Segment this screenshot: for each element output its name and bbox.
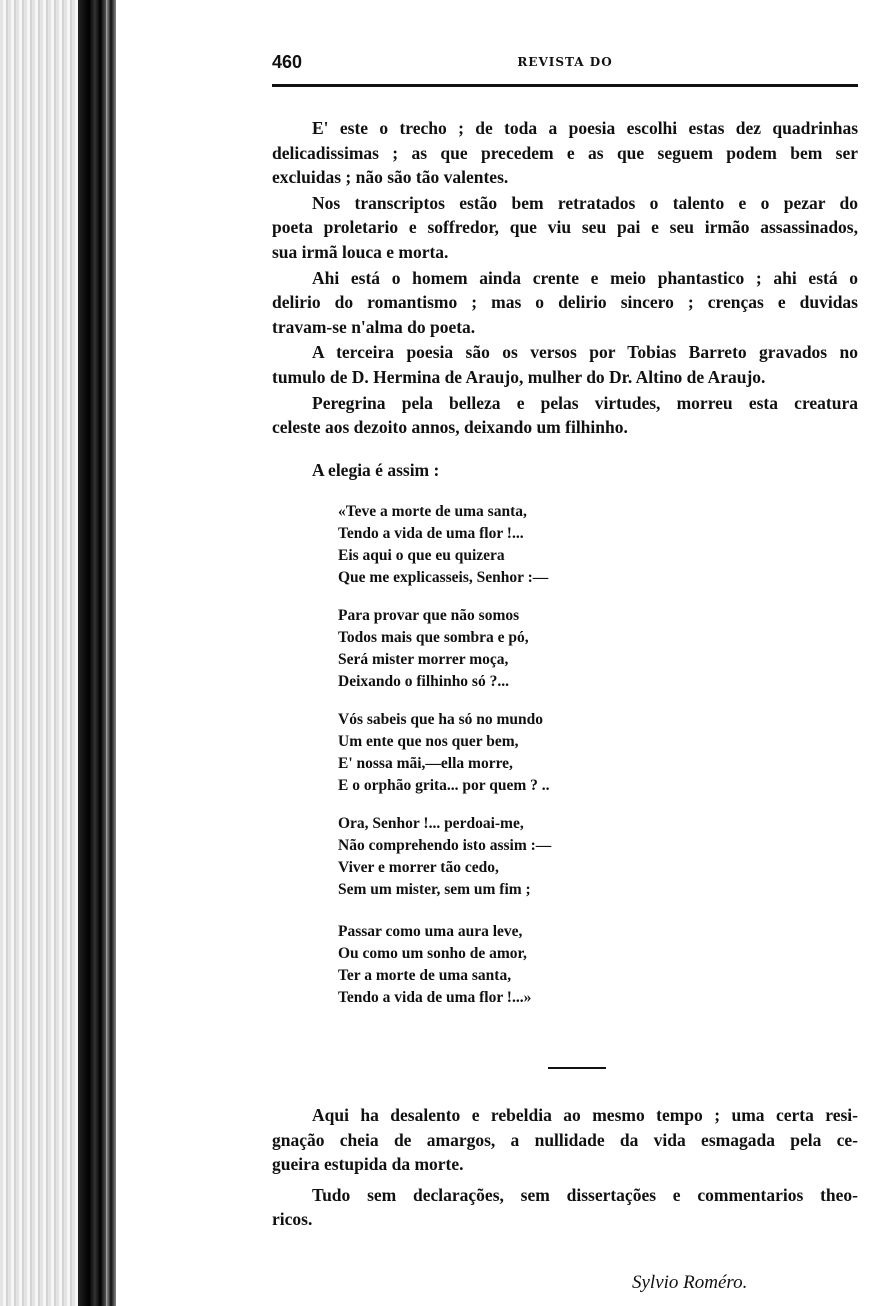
text-line: A terceira poesia são os versos por Tobias Barreto gravados no [312,342,858,363]
paragraph [272,391,858,440]
paragraph [272,116,858,190]
text-line: Ahi está o homem ainda crente e meio phantastico ; ahi está o [312,267,858,288]
poem-line: «Teve a morte de uma santa, [338,503,527,520]
poem-line: Tendo a vida de uma flor !...» [338,989,532,1006]
paragraph [272,1103,858,1177]
page-number: 460 [272,52,303,72]
poem-stanza [338,709,551,797]
poem-line: Não comprehendo isto assim :— [338,837,552,854]
section-divider [548,1067,606,1069]
poem-line: Para provar que não somos [338,607,520,624]
text-line: excluidas ; não são tão valentes. [272,167,509,188]
text-line: ricos. [272,1209,313,1230]
paragraph [272,1183,858,1232]
text-line: E' este o trecho ; de toda a poesia escolhi estas dez quadrinhas [312,118,858,138]
text-line: travam-se n'alma do poeta. [272,316,476,337]
text-line: sua irmã louca e morta. [272,241,449,262]
body-text-bottom [272,1103,858,1232]
elegy-intro-wrap [272,458,858,483]
poem-line: Eis aqui o que eu quizera [338,547,505,564]
poem-line: Ter a morte de uma santa, [338,967,512,984]
text-line: gnação cheia de amargos, a nullidade da vida esmagada pela ce- [272,1129,858,1150]
body-text-top [272,116,858,440]
header-rule [272,84,858,87]
elegy-intro: A elegia é assim : [312,460,440,480]
page-header [272,52,858,76]
book-binding-shadow [106,0,116,1306]
paragraph [272,340,858,389]
book-binding-edge [78,0,106,1306]
poem-line: Ora, Senhor !... perdoai-me, [338,815,524,832]
poem-line: Deixando o filhinho só ?... [338,673,509,690]
poem-line: E o orphão grita... por quem ? .. [338,777,550,794]
poem-line: Será mister morrer moça, [338,651,509,668]
poem-line: Viver e morrer tão cedo, [338,859,499,876]
poem-line: Sem um mister, sem um fim ; [338,881,531,898]
poem-line: Tendo a vida de uma flor !... [338,525,524,542]
poem-stanza [338,921,551,1009]
poem [338,501,551,1009]
poem-line: Que me explicasseis, Senhor :— [338,569,549,586]
poem-line: Todos mais que sombra e pó, [338,629,529,646]
text-line: delirio do romantismo ; mas o delirio sincero ; crenças e duvidas [272,292,858,313]
text-line: Tudo sem declarações, sem dissertações e commentarios theo- [312,1184,858,1205]
text-line: Nos transcriptos estão bem retratados o talento e o pezar do [312,192,858,213]
text-line: celeste aos dezoito annos, deixando um filhinho. [272,417,628,438]
poem-line: E' nossa mãi,—ella morre, [338,755,513,772]
text-line: Aqui ha desalento e rebeldia ao mesmo tempo ; uma certa resi- [312,1105,858,1125]
running-title: REVISTA DO [517,55,613,69]
paragraph [272,191,858,265]
scan-gutter [0,0,78,1306]
poem-stanza [338,501,551,589]
author-signature: Sylvio Roméro. [632,1272,748,1293]
text-line: gueira estupida da morte. [272,1154,464,1175]
poem-line: Um ente que nos quer bem, [338,733,519,750]
poem-stanza [338,605,551,693]
paragraph [272,266,858,340]
poem-line: Vós sabeis que ha só no mundo [338,711,544,728]
text-line: delicadissimas ; as que precedem e as que seguem podem bem ser [272,142,858,163]
text-line: poeta proletario e soffredor, que viu seu pai e seu irmão assassinados, [272,217,858,238]
poem-stanza [338,813,551,901]
poem-line: Passar como uma aura leve, [338,923,523,940]
text-line: tumulo de D. Hermina de Araujo, mulher do Dr. Altino de Araujo. [272,366,766,387]
text-line: Peregrina pela belleza e pelas virtudes, morreu esta creatura [312,392,858,413]
poem-line: Ou como um sonho de amor, [338,945,527,962]
